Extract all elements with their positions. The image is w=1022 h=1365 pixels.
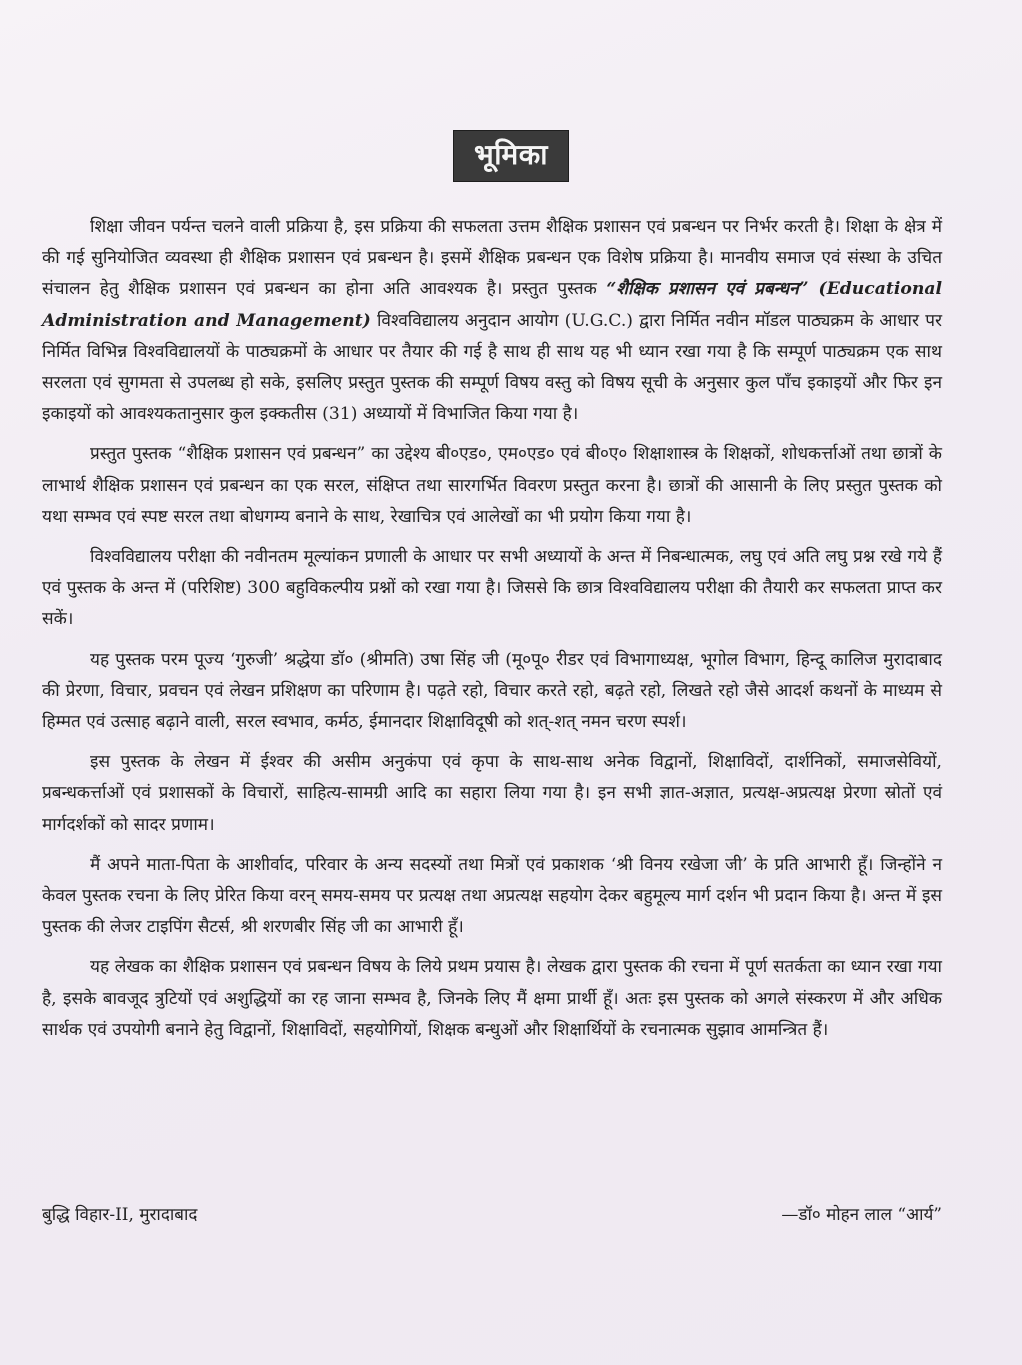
paragraph-2: प्रस्तुत पुस्तक “शैक्षिक प्रशासन एवं प्रबन्धन” का उद्देश्य बी०एड०, एम०एड० एवं बी०ए० शिक्षाशास्त्र के शिक्षकों, शोधकर्त्ताओं तथा छात्रों के लाभार्थ शैक्षिक प्रशासन एवं प्रबन्धन का एक सरल, संक्षिप्त तथा सारगर्भित विवरण प्रस्तुत करना है। छात्रों की आसानी के लिए प्रस्तुत पुस्तक को यथा सम्भव एवं स्पष्ट सरल तथा बोधगम्य बनाने के साथ, रेखाचित्र एवं आलेखों का भी प्रयोग किया गया है। bbox=[42, 444, 942, 527]
paragraph-6: मैं अपने माता-पिता के आशीर्वाद, परिवार के अन्य सदस्यों तथा मित्रों एवं प्रकाशक ‘श्री विनय रखेजा जी’ के प्रति आभारी हूँ। जिन्होंने न केवल पुस्तक रचना के लिए प्रेरित किया वरन् समय-समय पर प्रत्यक्ष तथा अप्रत्यक्ष सहयोग देकर बहुमूल्य मार्ग दर्शन भी प्रदान किया है। अन्त में इस पुस्तक की लेजर टाइपिंग सैटर्स, श्री शरणबीर सिंह जी का आभारी हूँ। bbox=[42, 854, 942, 938]
paragraph-7: यह लेखक का शैक्षिक प्रशासन एवं प्रबन्धन विषय के लिये प्रथम प्रयास है। लेखक द्वारा पुस्तक की रचना में पूर्ण सतर्कता का ध्यान रखा गया है, इसके बावजूद त्रुटियों एवं अशुद्धियों का रह जाना सम्भव है, जिनके लिए मैं क्षमा प्रार्थी हूँ। अतः इस पुस्तक को अगले संस्करण में और अधिक सार्थक एवं उपयोगी बनाने हेतु विद्वानों, शिक्षाविदों, सहयोगियों, शिक्षक बन्धुओं और शिक्षार्थियों के रचनात्मक सुझाव आमन्त्रित हैं। bbox=[42, 957, 942, 1040]
paragraph-1-part-b: विश्वविद्यालय अनुदान आयोग (U.G.C.) द्वारा निर्मित नवीन मॉडल पाठ्यक्रम के आधार पर निर्मित विभिन्न विश्वविद्यालयों के पाठ्यक्रमों के आधार पर तैयार की गई है साथ ही साथ यह भी ध्यान रखा गया है कि सम्पूर्ण पाठ्यक्रम एक साथ सरलता एवं सुगमता से उपलब्ध हो सके, इसलिए प्रस्तुत पुस्तक की सम्पूर्ण विषय वस्तु को विषय सूची के अनुसार कुल पाँच इकाइयों और फिर इन इकाइयों को आवश्यकतानुसार कुल इक्कतीस (31) अध्यायों में विभाजित किया गया है। bbox=[42, 310, 942, 425]
author-signature: —डॉ० मोहन लाल “आर्य” bbox=[781, 1205, 942, 1225]
footer bbox=[42, 1202, 942, 1225]
paragraph-5: इस पुस्तक के लेखन में ईश्वर की असीम अनुकंपा एवं कृपा के साथ-साथ अनेक विद्वानों, शिक्षाविदों, दार्शनिकों, समाजसेवियों, प्रबन्धकर्त्ताओं एवं प्रशासकों के विचारों, साहित्य-सामग्री आदि का सहारा लिया गया है। इन सभी ज्ञात-अज्ञात, प्रत्यक्ष-अप्रत्यक्ष प्रेरणा स्रोतों एवं मार्गदर्शकों को सादर प्रणाम। bbox=[42, 752, 942, 835]
paragraph-1-part-a: शिक्षा जीवन पर्यन्त चलने वाली प्रक्रिया है, इस प्रक्रिया की सफलता उत्तम शैक्षिक प्रशासन एवं प्रबन्धन पर निर्भर करती है। शिक्षा के क्षेत्र में की गई सुनियोजित व्यवस्था ही शैक्षिक प्रशासन एवं प्रबन्धन है। इसमें शैक्षिक प्रबन्धन एक विशेष प्रक्रिया है। मानवीय समाज एवं संस्था के उचित संचालन हेतु शैक्षिक प्रशासन एवं प्रबन्धन का होना अति आवश्यक है। प्रस्तुत पुस्तक bbox=[42, 217, 942, 300]
preface-body bbox=[42, 212, 942, 1055]
page-title: भूमिका bbox=[453, 130, 569, 182]
paragraph-4: यह पुस्तक परम पूज्य ‘गुरुजी’ श्रद्धेया डॉ० (श्रीमति) उषा सिंह जी (मू०पू० रीडर एवं विभागाध्यक्ष, भूगोल विभाग, हिन्दू कालिज मुरादाबाद की प्रेरणा, विचार, प्रवचन एवं लेखन प्रशिक्षण का परिणाम है। पढ़ते रहो, विचार करते रहो, बढ़ते रहो, लिखते रहो जैसे आदर्श कथनों के माध्यम से हिम्मत एवं उत्साह बढ़ाने वाली, सरल स्वभाव, कर्मठ, ईमानदार शिक्षाविदूषी को शत्-शत् नमन चरण स्पर्श। bbox=[42, 649, 942, 733]
heading-container bbox=[0, 130, 1022, 182]
paragraph-1 bbox=[42, 212, 942, 430]
place-signature: बुद्धि विहार-II, मुरादाबाद bbox=[42, 1205, 198, 1225]
book-title: “शैक्षिक प्रशासन एवं प्रबन्धन” (Educational Administration and Management) bbox=[42, 279, 943, 331]
paragraph-3: विश्वविद्यालय परीक्षा की नवीनतम मूल्यांकन प्रणाली के आधार पर सभी अध्यायों के अन्त में निबन्धात्मक, लघु एवं अति लघु प्रश्न रखे गये हैं एवं पुस्तक के अन्त में (परिशिष्ट) 300 बहुविकल्पीय प्रश्नों को रखा गया है। जिससे कि छात्र विश्वविद्यालय परीक्षा की तैयारी कर सफलता प्राप्त कर सकें। bbox=[42, 547, 942, 630]
